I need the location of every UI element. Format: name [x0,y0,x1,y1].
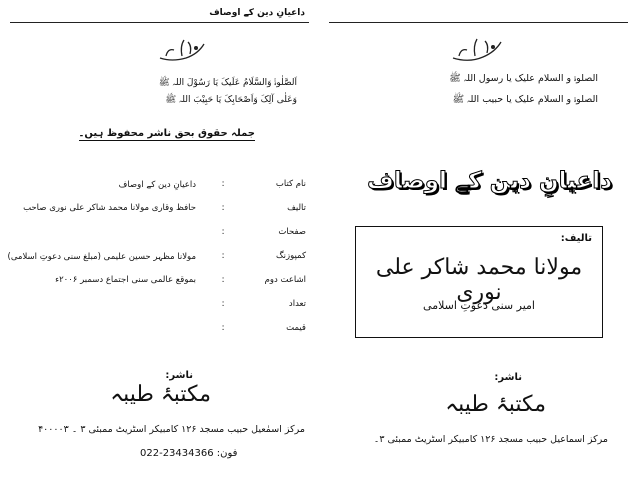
detail-value [5,316,199,340]
salutation-line-1: الصلوۃ و السلام علیک یا رسول اللہ ﷺ [449,73,598,84]
detail-colon: : [221,251,225,261]
publisher-phone: 022-23434366 :فون [140,448,238,459]
detail-colon: : [221,179,225,189]
salutation-line-1: اَلصَّلٰوۃُ وَالسَّلَامُ عَلَیکَ یَا رَسُوْلَ اللہ ﷺ [158,78,297,88]
publisher-label: ناشر: [165,370,193,381]
table-row [5,268,309,292]
detail-label: کمپوزنگ [276,251,306,261]
table-row [5,292,309,316]
salutation-line-2: الصلوۃ و السلام علیک یا حبیب اللہ ﷺ [452,94,598,105]
detail-colon: : [221,299,225,309]
copyright-notice: جملہ حقوق بحق ناشر محفوظ ہیں۔ [78,128,255,139]
publisher-name: مکتبۂ طیبہ [110,382,211,407]
running-head: داعیانِ دین کے اوصاف [209,8,305,18]
detail-label: اشاعت دوم [264,275,306,285]
detail-label: نام کتاب [275,179,306,189]
calligraphy-emblem-icon [152,36,212,64]
detail-value: داعیانِ دین کے اوصاف [118,179,196,190]
calligraphy-emblem-icon [447,36,507,64]
detail-value [5,220,199,244]
publisher-label: ناشر: [494,372,522,383]
author-label: تالیف: [560,233,592,244]
table-row [5,220,309,244]
detail-label: صفحات [278,227,306,237]
header-rule [329,22,628,23]
publisher-address: مرکز اسمٰعیل حبیب مسجد ۱۲۶ کامبیکر اسٹریٹ ممبئی ۳ ۔ ۴۰۰۰۰۳ [38,424,305,435]
detail-colon: : [221,323,225,333]
detail-colon: : [221,227,225,237]
header-rule [10,22,309,23]
book-title: داعیانِ دین کے اوصاف [367,168,612,194]
detail-value: حافظ وقاری مولانا محمد شاکر علی نوری صاحب [23,203,196,213]
detail-label: قیمت [286,323,306,333]
author-title: امیر سنی دعوتِ اسلامی [423,299,535,312]
table-row [5,244,309,268]
detail-label: تعداد [288,299,306,309]
table-row [5,316,309,340]
table-row [5,196,309,220]
title-page [319,0,638,493]
author-name: مولانا محمد شاکر علی نوری [375,255,583,305]
salutation-line-2: وَعَلٰی آلِکَ وَاَصْحَابِکَ یَا حَبِیْبَ اللہ ﷺ [165,95,297,105]
detail-value [5,292,199,316]
table-row [5,172,309,196]
detail-value: مولانا مظہر حسین علیمی (مبلغ سنی دعوتِ اسلامی) [7,251,196,262]
publisher-address: مرکز اسماعیل حبیب مسجد ۱۲۶ کامبیکر اسٹریٹ ممبئی ۳۔ [373,434,608,445]
detail-colon: : [221,203,225,213]
author-box [355,226,603,338]
detail-colon: : [221,275,225,285]
detail-label: تالیف [287,203,306,213]
publisher-name: مکتبۂ طیبہ [445,392,546,417]
book-details-table [5,172,309,340]
detail-value: بموقع عالمی سنی اجتماع دسمبر ۲۰۰۶ء [55,275,196,285]
